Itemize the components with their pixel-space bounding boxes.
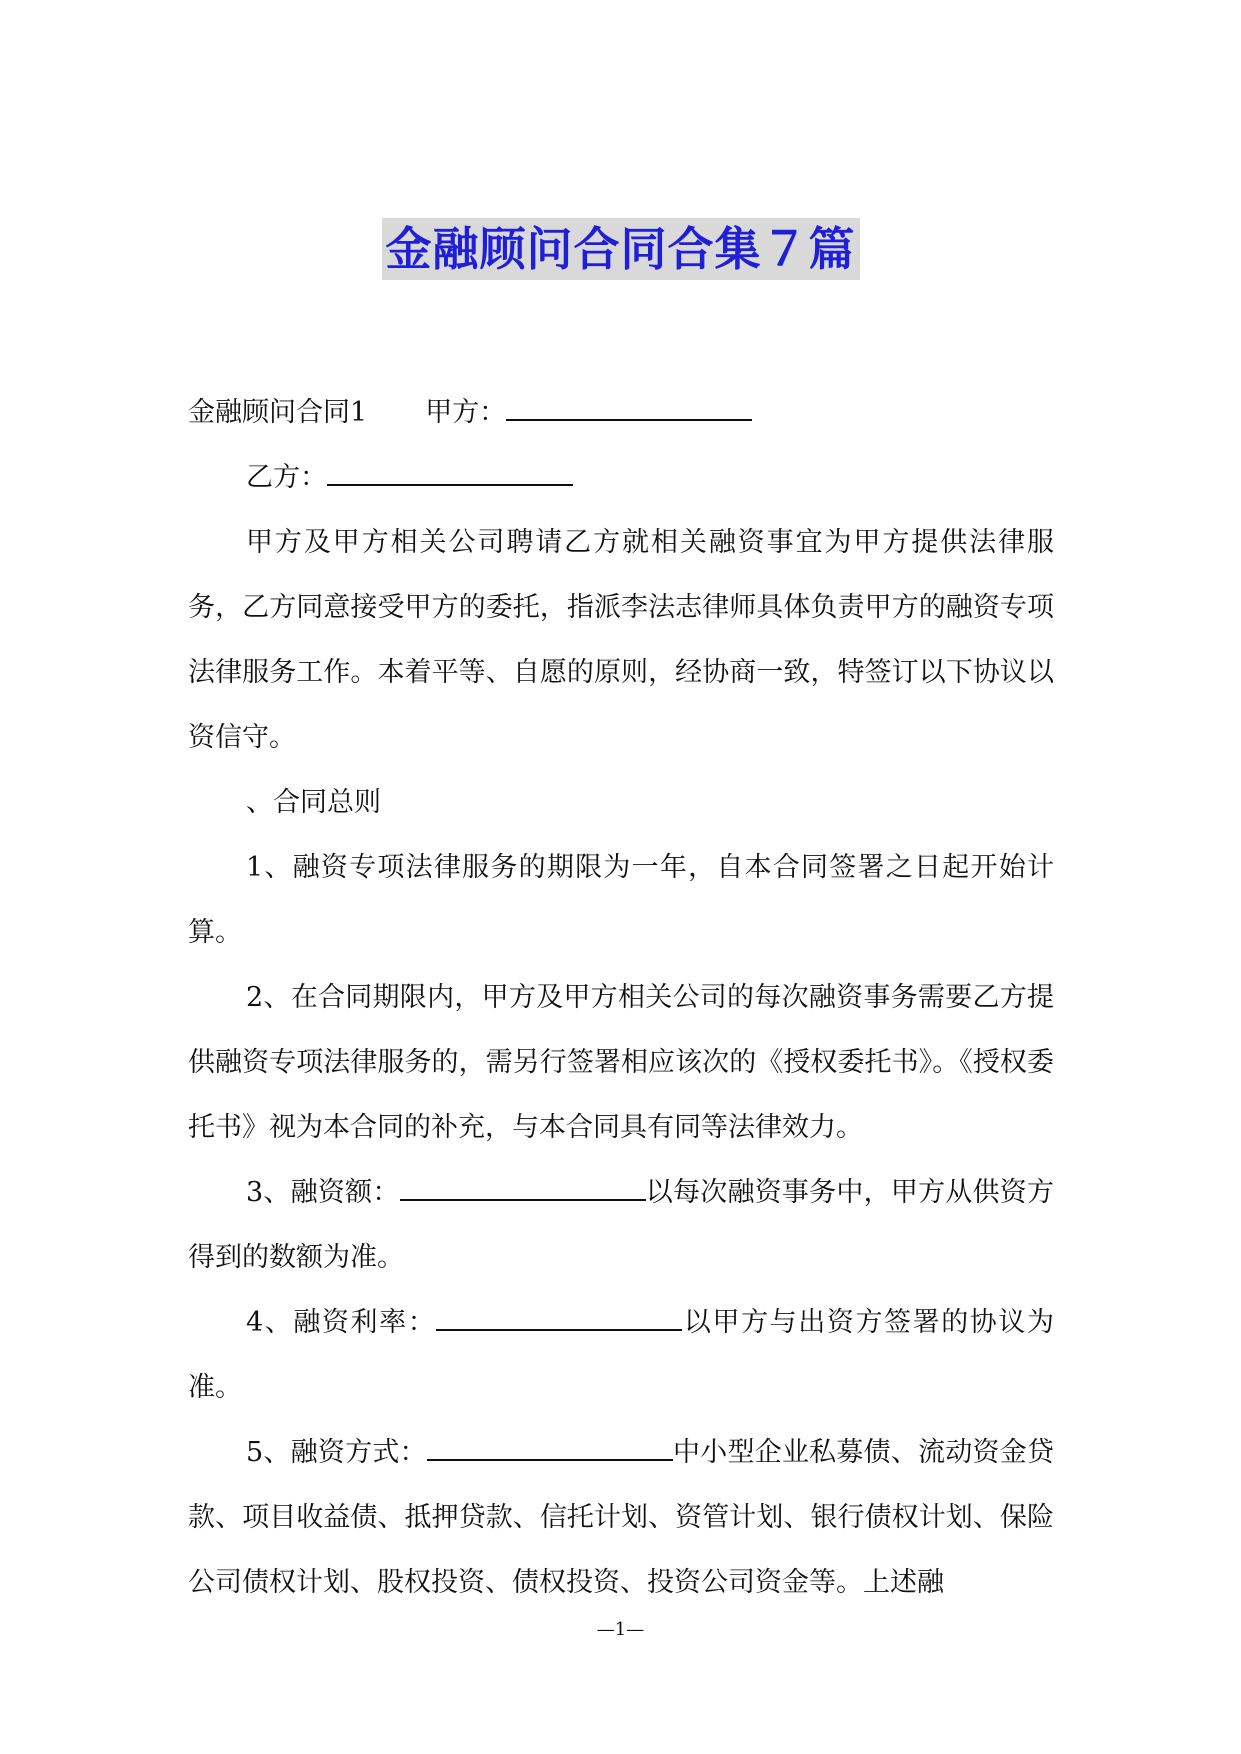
contract-heading: 金融顾问合同1 [188,397,368,428]
clause-3 [188,1160,1054,1290]
party-b-label: 乙方： [246,462,327,493]
clause-4-blank [436,1307,682,1331]
intro-paragraph: 甲方及甲方相关公司聘请乙方就相关融资事宜为甲方提供法律服务，乙方同意接受甲方的委托，指派李法志律师具体负责甲方的融资专项法律服务工作。本着平等、自愿的原则，经协商一致，特签订以下协议以资信守。 [188,527,1054,753]
clause-3-label: 3、融资额： [246,1177,400,1208]
page-number: —1— [596,1619,645,1640]
clause-3-blank [400,1177,646,1201]
document-title: 金融顾问合同合集７篇 [382,218,860,280]
clause-5 [188,1420,1054,1615]
clause-5-text: 中小型企业私募债、流动资金贷款、项目收益债、抵押贷款、信托计划、资管计划、银行债权计划、保险公司债权计划、股权投资、债权投资、投资公司资金等。上述融 [188,1437,1055,1598]
clause-4-text: 以甲方与出资方签署的协议为准。 [188,1307,1054,1403]
section-title: 、合同总则 [246,787,381,818]
document-body [188,380,1054,1615]
clause-5-blank [427,1437,673,1461]
party-b-line [188,445,1054,510]
clause-4 [188,1290,1054,1420]
clause-5-label: 5、融资方式： [246,1437,427,1468]
clause-2: 2、在合同期限内，甲方及甲方相关公司的每次融资事务需要乙方提供融资专项法律服务的，需另行签署相应该次的《授权委托书》。《授权委托书》视为本合同的补充，与本合同具有同等法律效力。 [188,982,1054,1143]
clause-4-label: 4、融资利率： [246,1307,437,1338]
title-container [0,218,1241,280]
clause-3-text: 以每次融资事务中，甲方从供资方得到的数额为准。 [188,1177,1054,1273]
party-a-label: 甲方： [425,397,507,428]
clause-1: 1、融资专项法律服务的期限为一年，自本合同签署之日起开始计算。 [188,852,1054,948]
party-b-blank [327,462,573,486]
contract-heading-line [188,380,1054,445]
party-a-blank [506,397,752,421]
